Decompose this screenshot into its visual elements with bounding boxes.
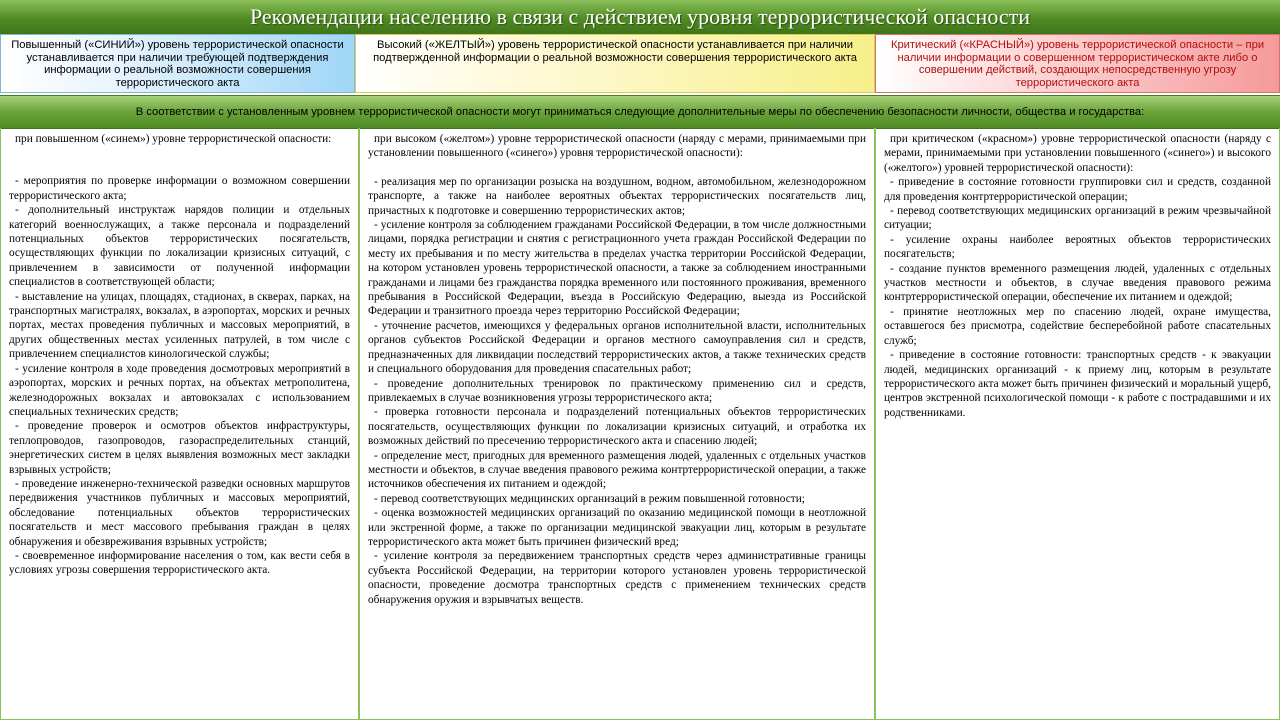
column-yellow-measures: [359, 128, 875, 720]
list-item: - проверка готовности персонала и подразделений потенциальных объектов террористических посягательств, осуществляющих функции по локализации кризисных ситуаций, и отработка их возможных действий по пресечению террористического акта и спасению людей;: [368, 406, 866, 448]
list-item: - приведение в состояние готовности группировки сил и средств, созданной для проведения контртеррористической операции;: [884, 176, 1271, 203]
column-intro: при повышенном («синем») уровне террористической опасности:: [15, 133, 332, 145]
list-item: - усиление контроля за передвижением транспортных средств через административные границы субъекта Российской Федерации, на территории которого установлен уровень террористической опасности, проведение досмотра транспортных средств с применением технических средств обнаружения оружия и взрывчатых веществ.: [368, 550, 866, 606]
list-item: - усиление охраны наиболее вероятных объектов террористических посягательств;: [884, 233, 1271, 261]
page-title: Рекомендации населению в связи с действием уровня террористической опасности: [249, 4, 1031, 29]
column-blue-measures: [0, 128, 359, 720]
measures-intro-bar: [0, 95, 1280, 129]
column-intro: при высоком («желтом») уровне террористической опасности (наряду с мерами, принимаемыми при установлении повышенного («синего») уровня террористической опасности):: [368, 133, 866, 160]
list-item: - создание пунктов временного размещения людей, удаленных с отдельных участков местности и объектов, в случае введения правового режима контртеррористической операции, обеспечение их питанием и одеждой;: [884, 262, 1271, 304]
list-item: - мероприятия по проверке информации о возможном совершении террористического акта;: [9, 175, 350, 202]
list-item: - усиление контроля за соблюдением гражданами Российской Федерации, в том числе должностными лицами, порядка регистрации и снятия с регистрационного учета граждан Российской Федерации по месту их пребывания и по месту жительства в пределах участка территории Российской Федерации, на котором установлен уровень террористической опасности, а также за соблюдением иностранными гражданами и лицами без гражданства порядка временного или постоянного проживания, временного пребывания в Российской Федерации, въезда в Российскую Федерацию, выезда из Российской Федерации и транзитного проезда через территорию Российской Федерации;: [368, 219, 866, 318]
list-item: - проведение проверок и осмотров объектов инфраструктуры, теплопроводов, газопроводов, газораспределительных станций, энергетических систем в целях выявления возможных мест закладки взрывных устройств;: [9, 420, 350, 476]
level-blue-header: [0, 34, 355, 93]
column-red-measures: [875, 128, 1280, 720]
list-item: - перевод соответствующих медицинских организаций в режим повышенной готовности;: [374, 492, 805, 505]
list-item: - реализация мер по организации розыска на воздушном, водном, автомобильном, железнодорожном транспорте, а также на наиболее вероятных объектах террористических посягательств лиц, причастных к подготовке и совершению террористических актов;: [368, 175, 866, 217]
level-red-text: Критический («КРАСНЫЙ») уровень террористической опасности – при наличии информации о совершенном террористическом акте либо о совершении действий, создающих непосредственную угрозу террористического акта: [890, 39, 1265, 89]
list-item: - проведение инженерно-технической разведки основных маршрутов передвижения участников публичных и массовых мероприятий, обследование потенциальных объектов террористических посягательств и мест массового пребывания граждан в целях обнаружения и обезвреживания взрывных устройств;: [9, 477, 350, 548]
spacer: [9, 146, 350, 174]
list-item: - перевод соответствующих медицинских организаций в режим чрезвычайной ситуации;: [884, 205, 1271, 232]
level-yellow-text: Высокий («ЖЕЛТЫЙ») уровень террористической опасности устанавливается при наличии подтвержденной информации о реальной возможности совершения террористического акта: [373, 39, 857, 64]
spacer: [368, 161, 866, 175]
list-item: - проведение дополнительных тренировок по практическому применению сил и средств, привлекаемых в случае возникновения угрозы террористического акта;: [368, 377, 866, 404]
list-item: - оценка возможностей медицинских организаций по оказанию медицинской помощи в неотложной или экстренной форме, а также по организации медицинской эвакуации лиц, которым в результате террористического акта может быть причинен физический вред;: [368, 507, 866, 548]
column-intro: при критическом («красном») уровне террористической опасности (наряду с мерами, принимаемыми при установлении повышенного («синего») и высокого («желтого») уровней террористической опасности):: [884, 133, 1271, 174]
level-yellow-header: [355, 34, 875, 93]
level-red-header: [875, 34, 1280, 93]
list-item: - выставление на улицах, площадях, стадионах, в скверах, парках, на транспортных магистралях, вокзалах, в аэропортах, морских и речных портах, местах проведения публичных и массовых мероприятий, в других общественных местах усиленных патрулей, в том числе с привлечением специалистов кинологической службы;: [9, 290, 350, 361]
list-item: - уточнение расчетов, имеющихся у федеральных органов исполнительной власти, исполнительных органов субъектов Российской Федерации и органов местного самоуправления сил и средств, предназначенных для ликвидации последствий террористических актов, а также технических средств и специального оборудования для проведения спасательных работ;: [368, 319, 866, 376]
list-item: - определение мест, пригодных для временного размещения людей, удаленных с отдельных участков местности и объектов, в случае введения правового режима контртеррористической операции, а также источников обеспечения их питанием и одеждой;: [368, 449, 866, 491]
list-item: - приведение в состояние готовности: транспортных средств - к эвакуации людей, медицинских организаций - к приему лиц, которым в результате террористического акта может быть причинен физический и моральный ущерб, центров экстренной психологической помощи - к работе с пострадавшими и их родственниками.: [884, 349, 1271, 419]
list-item: - принятие неотложных мер по спасению людей, охране имущества, оставшегося без присмотра, содействие бесперебойной работе спасательных служб;: [884, 305, 1271, 347]
measures-intro-text: В соответствии с установленным уровнем террористической опасности могут приниматься следующие дополнительные меры по обеспечению безопасности личности, общества и государства:: [135, 106, 1145, 118]
level-blue-text: Повышенный («СИНИЙ») уровень террористической опасности устанавливается при наличии требующей подтверждения информации о реальной возможности совершения террористического акта: [11, 39, 344, 89]
page-title-bar: [0, 0, 1280, 35]
list-item: - усиление контроля в ходе проведения досмотровых мероприятий в аэропортах, морских и речных портах, на объектах метрополитена, железнодорожных вокзалах и автовокзалах с использованием специальных технических средств;: [9, 362, 350, 418]
list-item: - своевременное информирование населения о том, как вести себя в условиях угрозы совершения террористического акта.: [9, 549, 350, 577]
list-item: - дополнительный инструктаж нарядов полиции и отдельных категорий военнослужащих, а также персонала и подразделений потенциальных объектов террористических посягательств, осуществляющих функции по локализации кризисных ситуаций, с привлечением в зависимости от полученной информации специалистов в соответствующей области;: [9, 204, 350, 289]
